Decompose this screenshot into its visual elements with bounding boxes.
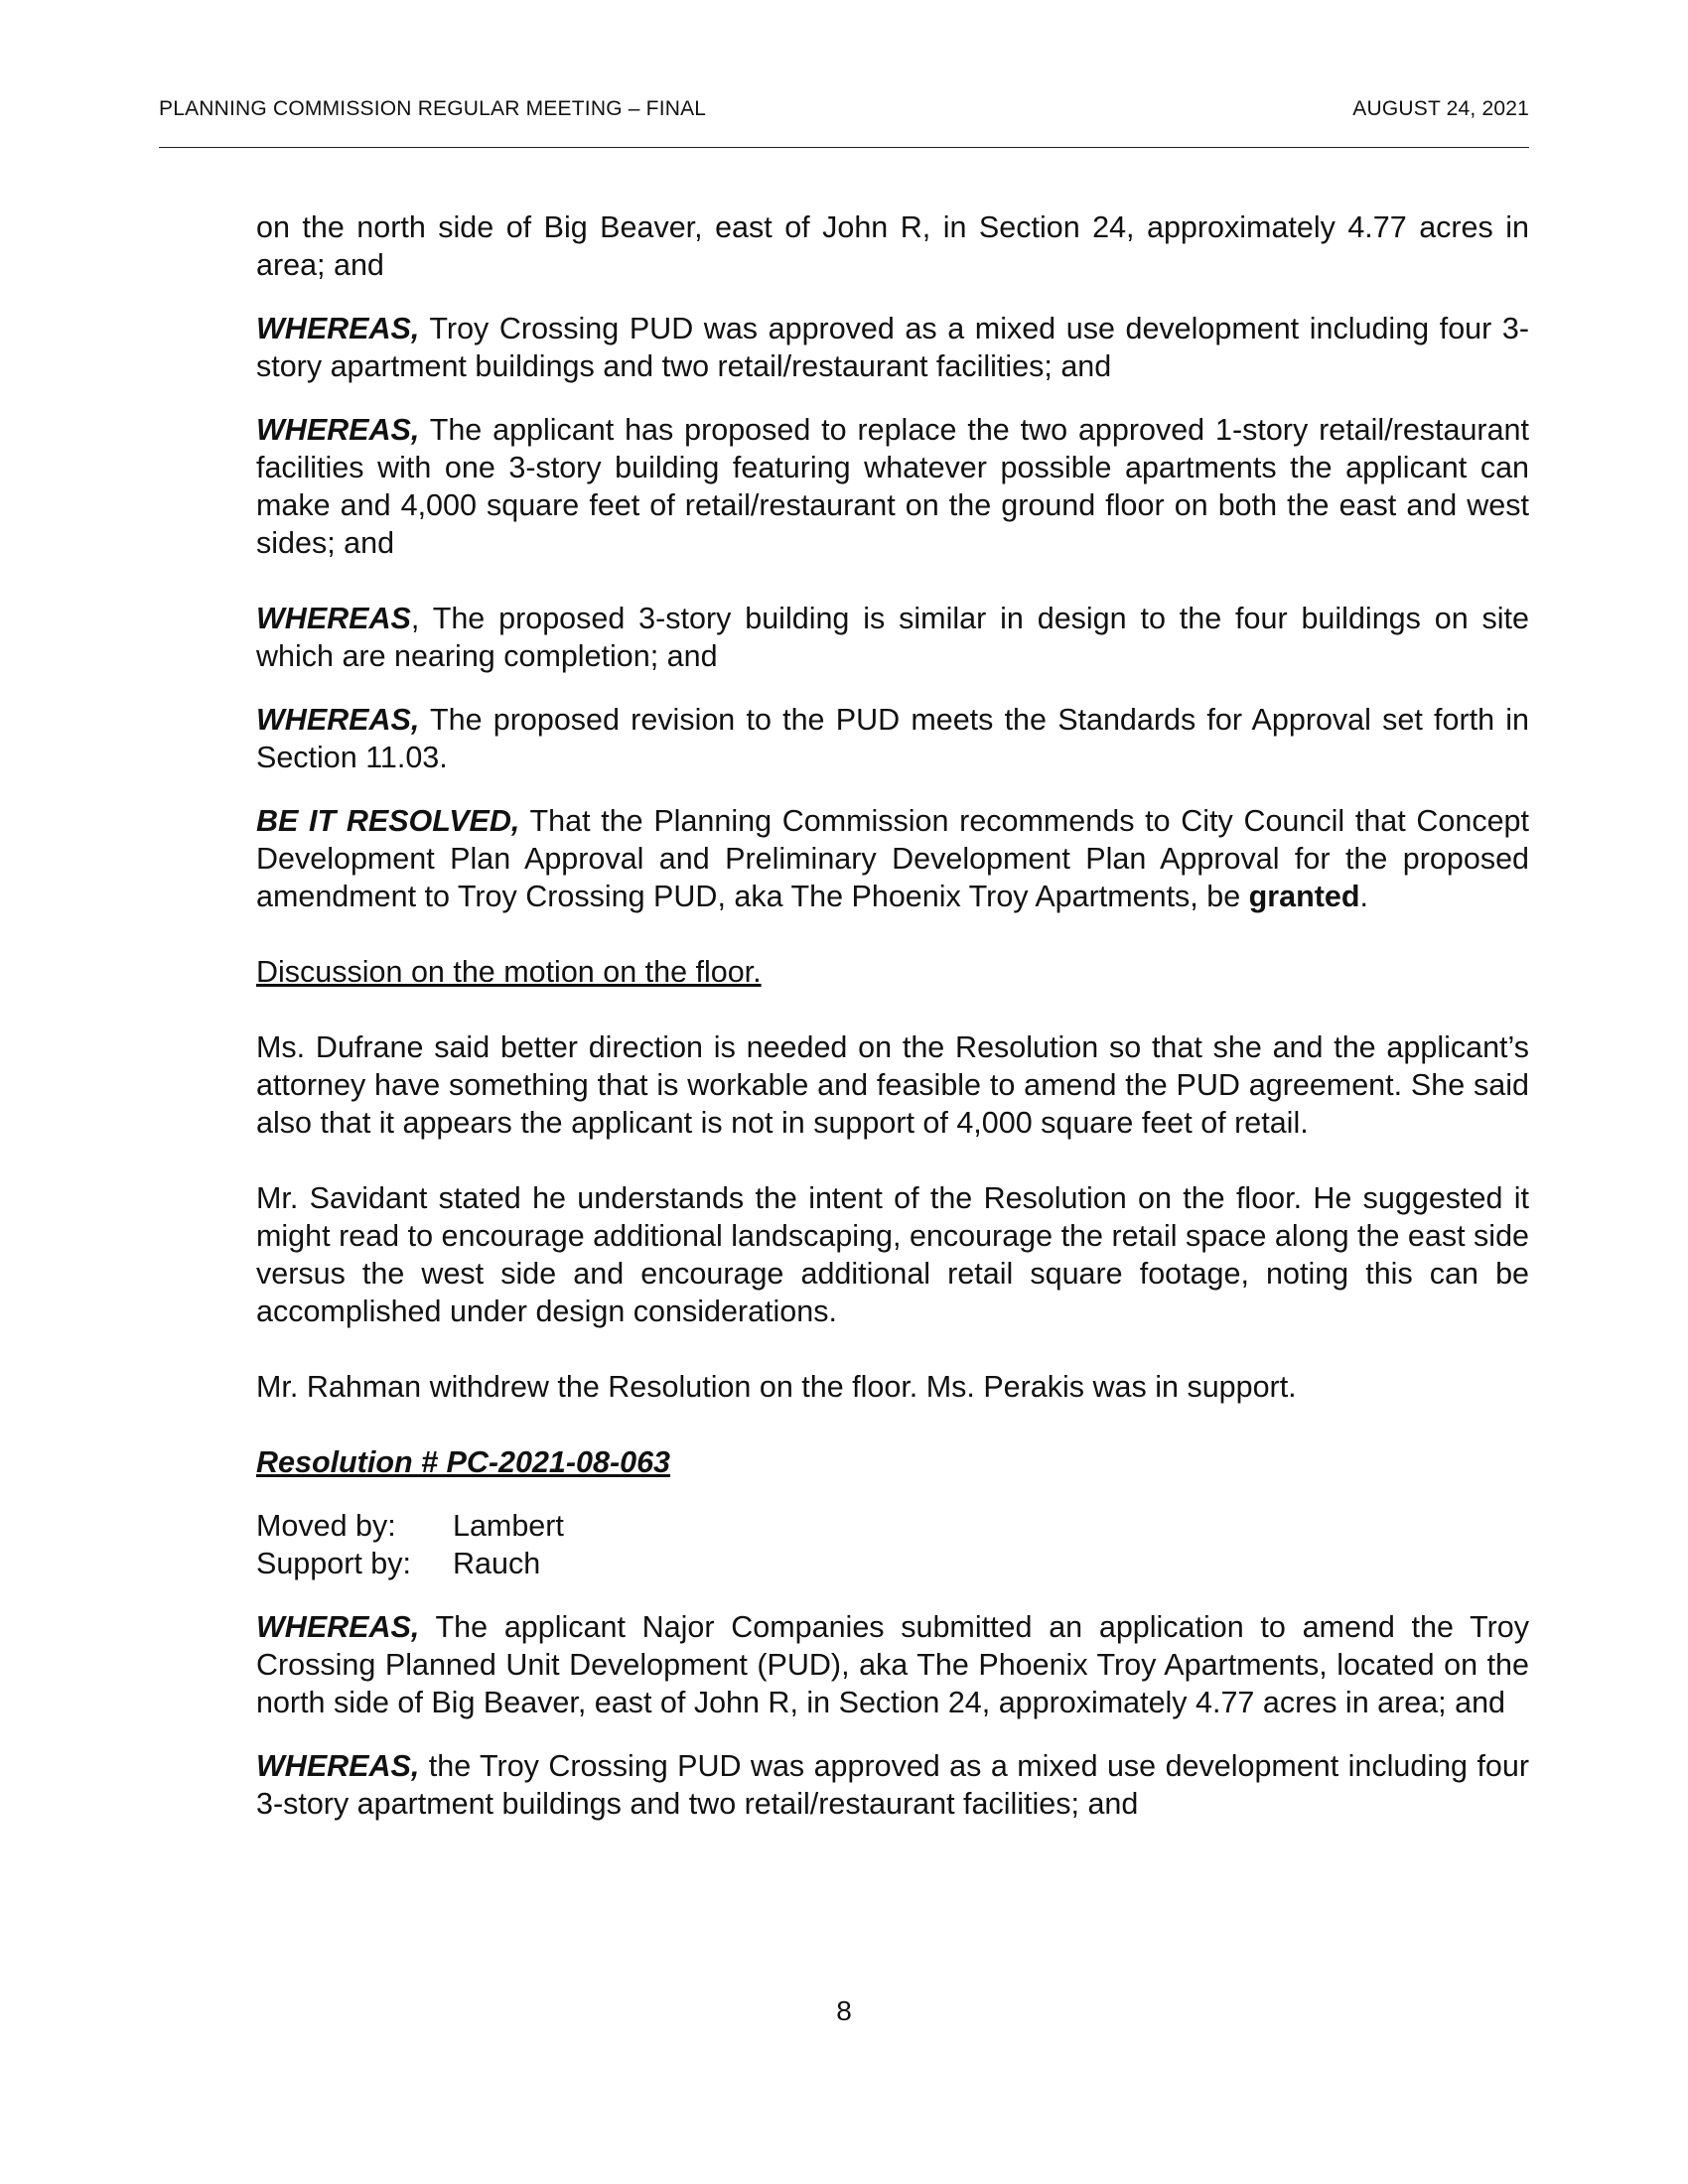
whereas-paragraph: WHEREAS, The applicant has proposed to replace the two approved 1-story retail/restaurant facilities with one 3-story building featuring whatever possible apartments the applicant can make and 4,000 square feet of retail/restaurant on the ground floor on both the east and west sides; and	[256, 413, 1529, 560]
support-by-value: Rauch	[453, 1547, 541, 1580]
moved-by-row	[256, 1507, 1529, 1545]
header-date: AUGUST 24, 2021	[1352, 97, 1529, 120]
whereas-lead: WHEREAS,	[256, 413, 420, 447]
resolved-lead: BE IT RESOLVED,	[256, 804, 520, 838]
document-body	[256, 208, 1529, 1848]
whereas-paragraph: WHEREAS, Troy Crossing PUD was approved as a mixed use development including four 3-story apartment buildings and two retail/restaurant facilities; and	[256, 312, 1529, 383]
whereas-lead: WHEREAS,	[256, 703, 420, 737]
whereas-paragraph: WHEREAS, the Troy Crossing PUD was approved as a mixed use development including four 3-story apartment buildings and two retail/restaurant facilities; and	[256, 1749, 1529, 1821]
whereas-lead: WHEREAS,	[256, 1749, 420, 1783]
whereas-lead: WHEREAS,	[256, 312, 420, 345]
paragraph-continuation: on the north side of Big Beaver, east of John R, in Section 24, approximately 4.77 acres in area; and	[256, 210, 1529, 282]
page-header	[159, 97, 1529, 121]
discussion-heading: Discussion on the motion on the floor.	[256, 955, 762, 989]
moved-by-label: Moved by:	[256, 1509, 396, 1543]
discussion-paragraph: Mr. Savidant stated he understands the intent of the Resolution on the floor. He suggested it might read to encourage additional landscaping, encourage the retail space along the east side versus the west side and encourage additional retail square footage, noting this can be accomplished under design considerations.	[256, 1181, 1529, 1328]
resolution-heading: Resolution # PC-2021-08-063	[256, 1445, 670, 1479]
header-title: PLANNING COMMISSION REGULAR MEETING – FINAL	[159, 97, 707, 120]
whereas-lead: WHEREAS,	[256, 1610, 420, 1644]
motion-details	[256, 1507, 1529, 1582]
support-by-row	[256, 1545, 1529, 1582]
moved-by-value: Lambert	[453, 1509, 564, 1543]
whereas-lead: WHEREAS	[256, 602, 411, 635]
whereas-paragraph: WHEREAS, The applicant Najor Companies submitted an application to amend the Troy Crossing Planned Unit Development (PUD), aka The Phoenix Troy Apartments, located on the north side of Big Beaver, east of John R, in Section 24, approximately 4.77 acres in area; and	[256, 1610, 1529, 1719]
granted-emphasis: granted	[1248, 880, 1360, 913]
whereas-paragraph: WHEREAS, The proposed revision to the PUD meets the Standards for Approval set forth in Section 11.03.	[256, 703, 1529, 774]
whereas-paragraph: WHEREAS, The proposed 3-story building is similar in design to the four buildings on site which are nearing completion; and	[256, 602, 1529, 673]
page-number: 8	[836, 1995, 852, 2026]
discussion-paragraph: Ms. Dufrane said better direction is needed on the Resolution so that she and the applicant’s attorney have something that is workable and feasible to amend the PUD agreement. She said also that it appears the applicant is not in support of 4,000 square feet of retail.	[256, 1030, 1529, 1140]
support-by-label: Support by:	[256, 1547, 411, 1580]
header-divider	[159, 147, 1529, 148]
resolved-paragraph: BE IT RESOLVED, That the Planning Commission recommends to City Council that Concept Development Plan Approval and Preliminary Development Plan Approval for the proposed amendment to Troy Crossing PUD, aka The Phoenix Troy Apartments, be granted.	[256, 804, 1529, 913]
discussion-paragraph: Mr. Rahman withdrew the Resolution on the floor. Ms. Perakis was in support.	[256, 1370, 1297, 1404]
